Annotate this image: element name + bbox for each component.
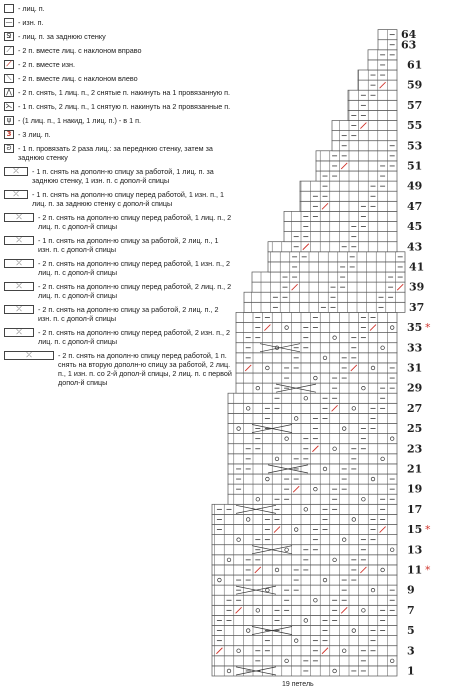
row-number: 7	[407, 603, 415, 617]
row-number: 35	[407, 321, 423, 335]
chart-row	[212, 615, 397, 625]
row-outline	[358, 80, 397, 90]
chart-row	[252, 272, 405, 282]
legend-symbol-icon: ⤫	[4, 213, 34, 222]
legend-symbol-icon: Ջ	[4, 32, 14, 41]
row-outline	[212, 615, 397, 625]
chart-row	[212, 535, 397, 545]
row-number: 57	[407, 98, 423, 112]
row-outline	[252, 282, 405, 292]
chart-row	[358, 80, 397, 90]
legend-text: - 1 п. снять на дополн-ю спицу за работой, 2 лиц. п., 1 изн. п. с допол-й спицы	[38, 236, 219, 254]
row-number: 19	[407, 482, 423, 496]
legend-text: - 2 п. вместе лиц. с наклоном влево	[18, 74, 138, 83]
row-number: 49	[407, 179, 423, 193]
legend-symbol-icon: 3	[4, 130, 14, 139]
row-number: 55	[407, 119, 423, 133]
chart-row	[358, 70, 397, 80]
row-outline	[212, 646, 397, 656]
row-outline	[236, 373, 397, 383]
legend-text: - изн. п.	[18, 18, 44, 27]
chart-row	[212, 626, 397, 636]
legend-text: - 2 п. снять на дополн-ю спицу перед работой, 1 п. снять на вторую дополн-ю спицу за работой, 2 лиц. п., 1 изн. п. со 2-й допол-й спицы, 2 лиц. п. с первой допол-й спицы	[58, 351, 232, 387]
chart-row	[212, 605, 397, 615]
chart-row	[228, 464, 397, 474]
row-number: 45	[407, 220, 423, 234]
row-outline	[236, 343, 397, 353]
row-number: 5	[407, 624, 415, 638]
legend-text: - лиц. п.	[18, 4, 45, 13]
chart-row	[236, 363, 397, 373]
row-number: 53	[407, 139, 423, 153]
row-outline	[212, 535, 397, 545]
chart-row	[284, 232, 397, 242]
legend-text: - 2 п. снять на дополн-ю спицу перед работой, 2 лиц. п., 2 лиц. п. с допол-й спицы	[38, 282, 232, 300]
chart-row	[316, 151, 397, 161]
legend-symbol-icon: ⤫	[4, 259, 34, 268]
chart-row	[268, 252, 405, 262]
row-number: 17	[407, 502, 423, 516]
chart-row	[212, 525, 397, 535]
row-number: 43	[407, 240, 423, 254]
legend-symbol-icon: ⤫	[4, 190, 28, 199]
row-outline	[212, 525, 397, 535]
row-number: 41	[409, 260, 425, 274]
legend-symbol-icon: —	[5, 18, 13, 26]
chart-row	[236, 373, 397, 383]
row-number: 47	[407, 199, 423, 213]
legend-text: - (1 лиц. п., 1 накид, 1 лиц. п.) - в 1 п.	[18, 116, 141, 125]
legend-symbol-icon: ⋋	[5, 102, 13, 110]
legend-text: - 2 п. снять на дополн-ю спицу перед работой, 1 изн. п., 2 лиц. п. с допол-й спицы	[38, 259, 231, 277]
row-number: 3	[407, 644, 415, 658]
chart-row	[284, 211, 397, 221]
row-outline	[348, 100, 397, 110]
chart-row	[228, 393, 397, 403]
chart-row	[228, 474, 397, 484]
legend-symbol-icon: ⤫	[4, 167, 28, 176]
row-number: 51	[407, 159, 423, 173]
row-outline	[228, 474, 397, 484]
chart-row	[228, 484, 397, 494]
row-number-labels	[401, 28, 431, 677]
row-outline	[212, 514, 397, 524]
row-outline	[236, 383, 397, 393]
legend-symbol-icon: ⤫	[4, 305, 34, 314]
legend-text: - 1 п. снять на дополн-ю спицу перед работой, 1 изн. п., 1 лиц. п. за заднюю стенку с допол-й спицы	[32, 190, 225, 208]
chart-row	[228, 454, 397, 464]
legend-text: - 2 п. снять, 1 лиц. п., 2 снятые п. накинуть на 1 провязанную п.	[18, 88, 231, 97]
legend-symbol-icon: ⤫	[4, 282, 34, 291]
row-outline	[252, 272, 405, 282]
row-outline	[212, 626, 397, 636]
row-number: 33	[407, 341, 423, 355]
row-outline	[212, 605, 397, 615]
row-outline	[212, 636, 397, 646]
chart-row	[332, 121, 397, 131]
row-number: 29	[407, 381, 423, 395]
row-number: 31	[407, 361, 423, 375]
chart-row	[236, 353, 397, 363]
row-number: 9	[407, 583, 415, 597]
chart-grid	[212, 30, 405, 676]
chart-row	[228, 434, 397, 444]
row-number: 13	[407, 543, 423, 557]
chart-row	[284, 222, 397, 232]
chart-row	[268, 262, 405, 272]
row-outline	[228, 434, 397, 444]
star-marker-icon: *	[425, 523, 431, 537]
chart-row	[236, 343, 397, 353]
legend-symbol-icon: ⤫	[4, 236, 34, 245]
chart-row	[252, 282, 405, 292]
row-outline	[228, 484, 397, 494]
legend-text: - 1 п. провязать 2 раза лиц.: за переднюю стенку, затем за заднюю стенку	[18, 144, 213, 162]
row-number: 1	[407, 664, 415, 678]
legend-symbol-icon: ⤫	[4, 328, 34, 337]
row-number: 21	[407, 462, 423, 476]
stitch-count-label: 19 петель	[282, 681, 314, 688]
legend-text: - 1 п. снять, 2 лиц. п., 1 снятую п. накинуть на 2 провязанные п.	[18, 102, 231, 111]
row-outline	[228, 454, 397, 464]
row-outline	[316, 151, 397, 161]
legend-text: - 3 лиц. п.	[18, 130, 51, 139]
row-outline	[268, 252, 405, 262]
row-number: 23	[407, 442, 423, 456]
chart-row	[228, 444, 397, 454]
row-outline	[236, 363, 397, 373]
row-number: 11	[407, 563, 423, 577]
legend-text: - 2 п. снять на дополн-ю спицу за работой, 2 лиц. п., 2 изн. п. с допол-й спицы	[38, 305, 219, 323]
chart-row	[228, 494, 397, 504]
row-outline	[228, 393, 397, 403]
row-number: 64	[401, 28, 417, 42]
row-number: 59	[407, 78, 423, 92]
chart-row	[268, 242, 397, 252]
chart-row	[212, 636, 397, 646]
row-number: 25	[407, 422, 423, 436]
chart-row	[212, 646, 397, 656]
legend-symbol-icon: ⟋	[4, 46, 14, 55]
legend-symbol-icon: ᘐ	[4, 144, 14, 153]
row-outline	[268, 262, 405, 272]
legend-text: - лиц. п. за заднюю стенку	[18, 32, 106, 41]
chart-row	[212, 514, 397, 524]
row-number: 63	[401, 38, 417, 52]
legend-symbol-icon: ⋀	[4, 88, 14, 97]
legend-text: - 2 п. вместе лиц. с наклоном вправо	[18, 46, 142, 55]
legend-symbol-icon: ⟋	[4, 60, 14, 69]
row-number: 37	[409, 300, 425, 314]
row-outline	[236, 353, 397, 363]
legend-text: - 2 п. снять на дополн-ю спицу перед работой, 2 изн. п., 2 лиц. п. с допол-й спицы	[38, 328, 231, 346]
chart-row	[348, 100, 397, 110]
row-number: 15	[407, 523, 423, 537]
legend-text: - 1 п. снять на дополн-ю спицу за работой, 1 лиц. п. за заднюю стенку, 1 изн. п. с допол-й спицы	[32, 167, 214, 185]
row-number: 39	[409, 280, 425, 294]
row-number: 27	[407, 401, 423, 415]
legend-symbol-icon: ⟍	[4, 74, 14, 83]
legend-text: - 2 п. вместе изн.	[18, 60, 76, 69]
legend-text: - 2 п. снять на дополн-ю спицу перед работой, 1 лиц. п., 2 лиц. п. с допол-й спицы	[38, 213, 232, 231]
star-marker-icon: *	[425, 321, 431, 335]
row-number: 61	[407, 58, 423, 72]
legend-symbol-icon: ψ	[4, 116, 14, 125]
star-marker-icon: *	[425, 563, 431, 577]
row-outline	[358, 70, 397, 80]
row-outline	[228, 464, 397, 474]
chart-row	[236, 383, 397, 393]
row-outline	[228, 444, 397, 454]
row-outline	[228, 494, 397, 504]
legend-symbol-icon: ⤫	[4, 351, 54, 360]
